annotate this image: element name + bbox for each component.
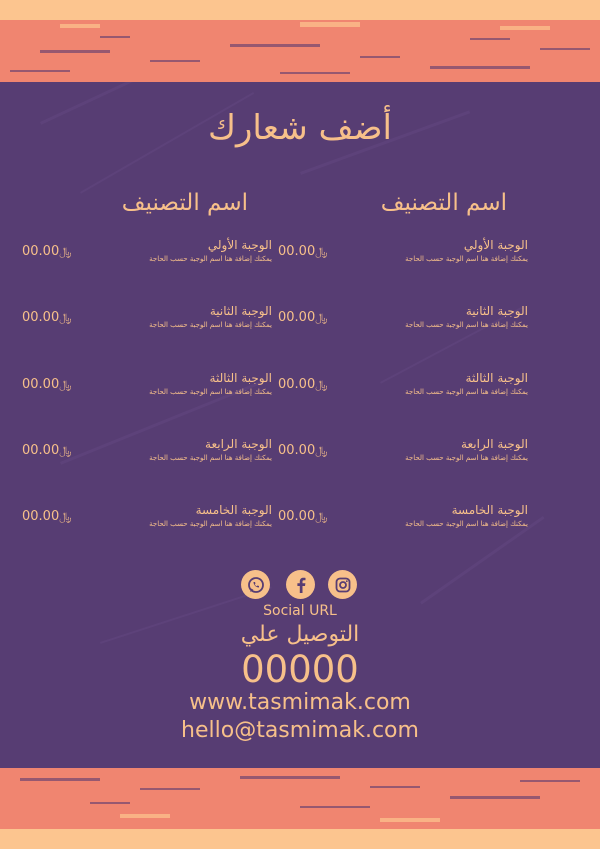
menu-item-price [22,443,75,458]
bottom-decorative-band [0,768,600,849]
price-value: 00.00 [22,443,60,458]
menu-item-description: يمكنك إضافة هنا اسم الوجبة حسب الحاجة [405,454,528,462]
delivery-label: التوصيل علي [240,622,360,647]
price-value: 00.00 [278,244,316,259]
price-value: 00.00 [22,310,60,325]
menu-item-description: يمكنك إضافة هنا اسم الوجبة حسب الحاجة [405,255,528,263]
currency-symbol: ﷼ [59,510,72,523]
menu-item-price [22,310,75,325]
menu-item-name: الوجبة الثانية [465,304,528,318]
menu-item-price [278,377,331,392]
menu-item-price [278,244,331,259]
menu-item-name: الوجبة الأولي [463,238,528,252]
menu-item [22,238,272,278]
menu-item-price [278,310,331,325]
menu-item [278,503,528,543]
menu-item [278,437,528,477]
phone-number[interactable]: 00000 [241,648,359,691]
menu-item-price [22,509,75,524]
price-value: 00.00 [278,509,316,524]
menu-item-description: يمكنك إضافة هنا اسم الوجبة حسب الحاجة [405,388,528,396]
email-link[interactable]: hello@tasmimak.com [181,718,419,743]
menu-item [22,503,272,543]
price-value: 00.00 [22,509,60,524]
menu-item [278,238,528,278]
menu-item-description: يمكنك إضافة هنا اسم الوجبة حسب الحاجة [149,321,272,329]
page-title: أضف شعارك [207,108,392,148]
category-title-right: اسم التصنيف [380,190,507,216]
price-value: 00.00 [278,377,316,392]
currency-symbol: ﷼ [315,311,328,324]
currency-symbol: ﷼ [315,510,328,523]
menu-item-description: يمكنك إضافة هنا اسم الوجبة حسب الحاجة [149,454,272,462]
menu-item-price [278,509,331,524]
category-title-left: اسم التصنيف [121,190,248,216]
price-value: 00.00 [22,377,60,392]
menu-item [278,304,528,344]
price-value: 00.00 [278,310,316,325]
menu-item-price [278,443,331,458]
menu-item-description: يمكنك إضافة هنا اسم الوجبة حسب الحاجة [405,321,528,329]
menu-item-description: يمكنك إضافة هنا اسم الوجبة حسب الحاجة [149,255,272,263]
menu-item-name: الوجبة الثالثة [465,371,528,385]
currency-symbol: ﷼ [59,444,72,457]
price-value: 00.00 [278,443,316,458]
menu-item-name: الوجبة الخامسة [451,503,528,517]
menu-item [22,304,272,344]
instagram-icon[interactable] [328,570,357,599]
menu-item-name: الوجبة الأولي [207,238,272,252]
menu-item-name: الوجبة الخامسة [195,503,272,517]
price-value: 00.00 [22,244,60,259]
menu-item-description: يمكنك إضافة هنا اسم الوجبة حسب الحاجة [405,520,528,528]
menu-item-description: يمكنك إضافة هنا اسم الوجبة حسب الحاجة [149,520,272,528]
menu-item [278,371,528,411]
website-link[interactable]: www.tasmimak.com [189,690,411,715]
menu-item-description: يمكنك إضافة هنا اسم الوجبة حسب الحاجة [149,388,272,396]
menu-item [22,371,272,411]
menu-item-name: الوجبة الرابعة [461,437,528,451]
menu-item-name: الوجبة الثالثة [209,371,272,385]
menu-item [22,437,272,477]
currency-symbol: ﷼ [59,311,72,324]
facebook-icon[interactable] [286,570,315,599]
currency-symbol: ﷼ [59,378,72,391]
currency-symbol: ﷼ [315,245,328,258]
currency-symbol: ﷼ [315,378,328,391]
social-url-label: Social URL [263,603,337,619]
currency-symbol: ﷼ [315,444,328,457]
menu-item-name: الوجبة الثانية [209,304,272,318]
menu-item-name: الوجبة الرابعة [205,437,272,451]
menu-item-price [22,244,75,259]
currency-symbol: ﷼ [59,245,72,258]
social-icons [241,570,361,600]
whatsapp-icon[interactable] [241,570,270,599]
menu-item-price [22,377,75,392]
top-decorative-band [0,0,600,82]
